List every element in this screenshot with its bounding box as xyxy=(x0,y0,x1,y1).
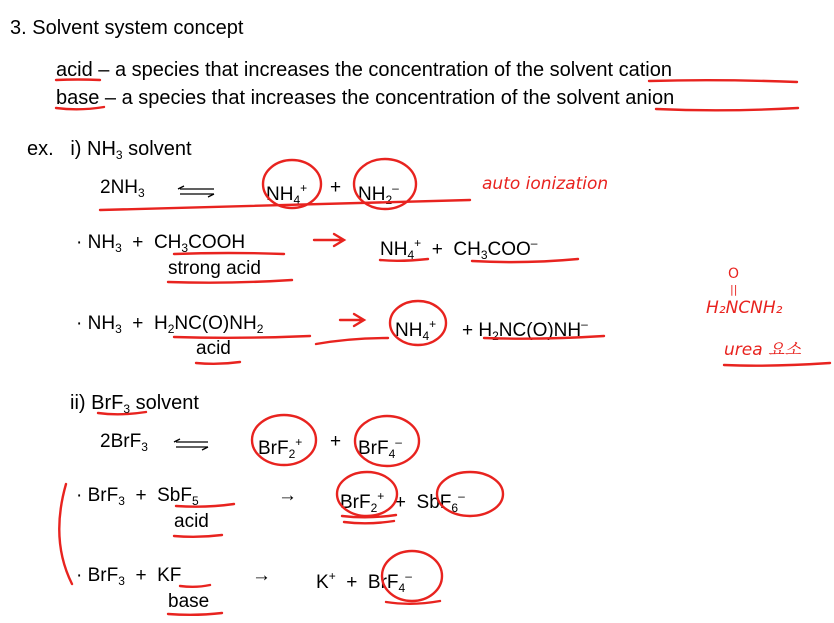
nh3-title-suffix: solvent xyxy=(122,138,192,160)
solvent-cation-term: solvent cation xyxy=(549,59,672,81)
arrow-2: → xyxy=(252,565,271,586)
acid-definition-text: – a species that increases the concentration of the xyxy=(92,59,550,81)
nh3-title-sub: 3 xyxy=(115,148,123,162)
nh3-autoionization-equation: $2NH_3$ xyxy=(100,177,145,200)
sbf5-equation: · BrF$_3$ + SbF$_5$ xyxy=(76,485,199,508)
nh2-ion: $NH_2^-$ xyxy=(358,181,399,207)
acid-term: acid xyxy=(56,59,93,81)
plus-sign-2: + xyxy=(330,431,342,452)
red-reverse-arrow xyxy=(316,338,388,344)
brf3-title-prefix: ii) xyxy=(70,392,92,414)
acetic-products: $NH_4^+ + CH_3COO^-$ xyxy=(380,236,538,262)
arrow-1: → xyxy=(278,485,297,506)
urea-structure-bond: || xyxy=(730,283,738,296)
brf3-title-sub: 3 xyxy=(123,402,131,416)
kf-equation: · BrF$_3$ + KF xyxy=(76,565,182,588)
brf3-title-suffix: solvent xyxy=(130,392,199,414)
urea-nh4: $NH_4^+$ xyxy=(395,317,437,343)
brf2-ion: BrF$_2$+ xyxy=(258,435,303,461)
acid-label-1: acid xyxy=(196,338,231,359)
brf3-autoionization: 2BrF$_3$ xyxy=(100,431,148,454)
underline-solvent-anion xyxy=(656,108,798,110)
brf3-heading xyxy=(70,391,199,421)
sbf5-products: BrF$_2$+ + SbF$_6$– xyxy=(340,489,465,515)
acid-label-2: acid xyxy=(174,511,209,532)
equilibrium-arrow-1 xyxy=(178,186,214,197)
solvent-anion-term: solvent anion xyxy=(556,87,675,109)
urea-products: + $H_2NC(O)NH^-$ xyxy=(462,317,588,343)
base-definition-text: – a species that increases the concentration of the xyxy=(99,87,557,109)
brf4-ion: BrF$_4$– xyxy=(358,435,402,461)
base-definition xyxy=(56,86,674,110)
base-label: base xyxy=(168,591,210,612)
urea-equation: · $NH_3 + H_2NC(O)NH_2$ xyxy=(76,313,264,336)
kf-products: K+ + BrF$_4$– xyxy=(316,569,412,595)
nh4-ion: $NH_4^+$ xyxy=(266,181,308,207)
urea-structure-o: O xyxy=(728,266,740,282)
page-title: 3. Solvent system concept xyxy=(10,17,244,39)
bracket-line xyxy=(59,484,72,584)
underline-brf4-product xyxy=(386,601,440,604)
brf3-title-formula: BrF xyxy=(91,392,124,414)
red-arrow-2 xyxy=(340,314,364,326)
base-term: base xyxy=(56,87,100,109)
acetic-acid-equation: · $NH_3$ + $CH_3COOH$ xyxy=(76,232,246,255)
underline-kf xyxy=(180,585,210,587)
plus-sign: + xyxy=(330,177,342,198)
underline-acid-1 xyxy=(196,362,240,364)
urea-note: urea 요소 xyxy=(724,340,801,360)
acid-definition xyxy=(56,58,672,82)
autoionization-note: auto ionization xyxy=(482,174,609,194)
equilibrium-arrow-2 xyxy=(174,439,208,450)
urea-structure-formula: H₂NCNH₂ xyxy=(706,298,783,318)
underline-acid-2 xyxy=(174,535,222,537)
example-heading xyxy=(27,137,192,167)
ex-label: ex. xyxy=(27,138,54,160)
red-arrow-1 xyxy=(314,234,344,246)
underline-urea-note xyxy=(724,363,830,366)
nh3-title: i) NH xyxy=(70,138,116,160)
strong-acid-label: strong acid xyxy=(168,258,261,279)
